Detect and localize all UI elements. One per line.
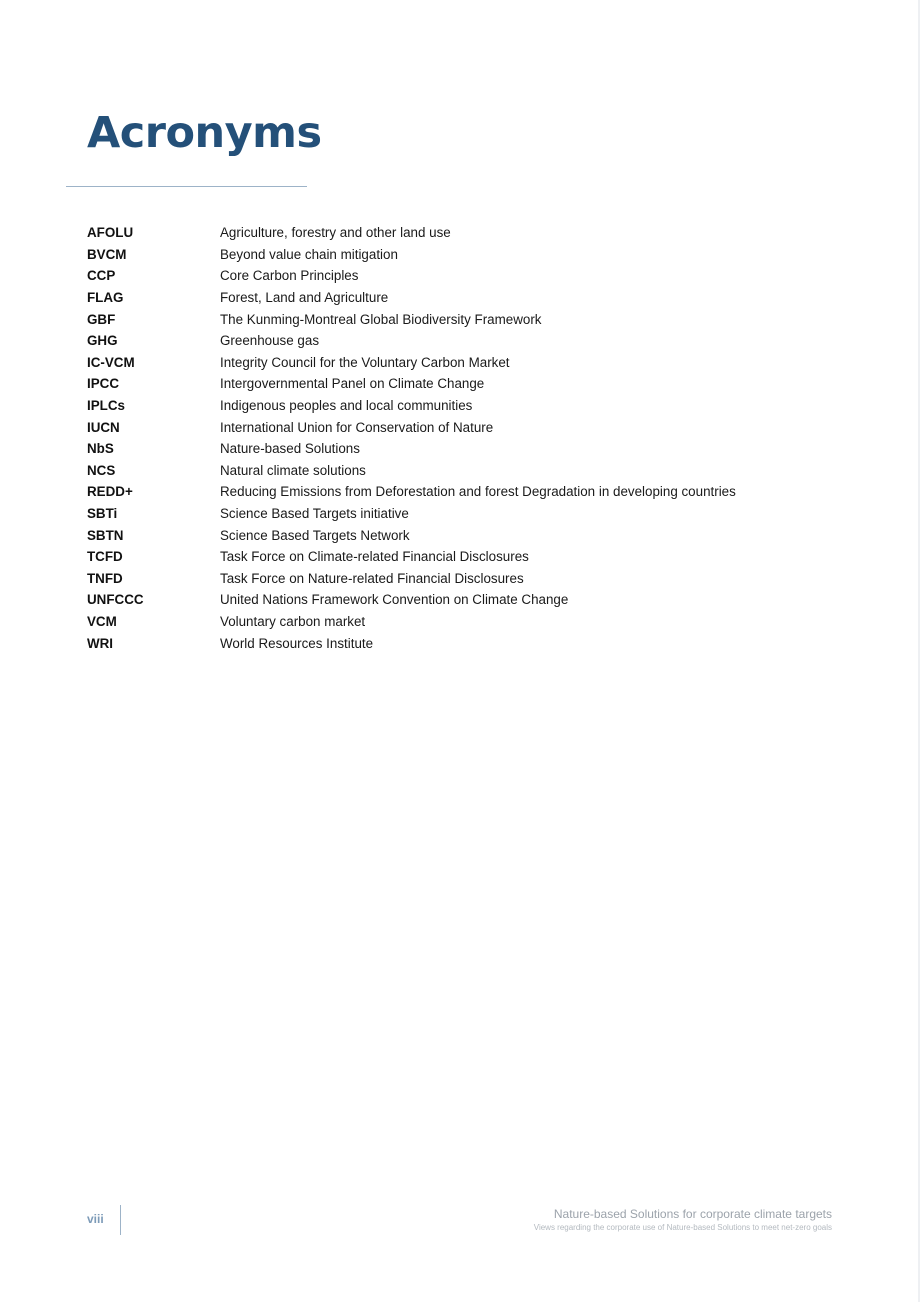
acronym-row-ccp [87, 265, 847, 287]
acronym-abbr: UNFCCC [87, 592, 144, 608]
acronym-abbr: IUCN [87, 419, 120, 435]
acronym-abbr: GBF [87, 311, 116, 327]
acronym-abbr: WRI [87, 635, 114, 651]
acronym-abbr: AFOLU [87, 225, 134, 241]
acronym-definition: Voluntary carbon market [220, 613, 366, 629]
acronym-row-sbtn [87, 524, 847, 546]
acronym-definition: International Union for Conservation of Nature [220, 419, 494, 435]
acronym-row-ncs [87, 460, 847, 482]
acronym-abbr: BVCM [87, 246, 127, 262]
acronym-definition: Task Force on Nature-related Financial Disclosures [220, 570, 524, 586]
acronym-definition: The Kunming-Montreal Global Biodiversity Framework [220, 311, 542, 327]
acronym-abbr: SBTN [87, 527, 124, 543]
acronym-abbr: SBTi [87, 506, 118, 522]
acronym-row-ghg [87, 330, 847, 352]
acronym-row-wri [87, 632, 847, 654]
acronym-abbr: IC-VCM [87, 354, 135, 370]
acronym-definition: Nature-based Solutions [220, 441, 360, 457]
acronym-definition: Natural climate solutions [220, 462, 366, 478]
acronym-definition: World Resources Institute [220, 635, 374, 651]
acronym-row-iucn [87, 416, 847, 438]
acronym-abbr: CCP [87, 268, 116, 284]
acronym-row-gbf [87, 308, 847, 330]
acronym-definition: Intergovernmental Panel on Climate Change [220, 376, 485, 392]
acronym-definition: Science Based Targets initiative [220, 506, 409, 522]
acronym-row-ic-vcm [87, 352, 847, 374]
acronym-definition: Beyond value chain mitigation [220, 246, 398, 262]
acronym-row-sbti [87, 503, 847, 525]
acronym-abbr: VCM [87, 613, 117, 629]
acronym-abbr: IPLCs [87, 398, 125, 414]
acronym-abbr: IPCC [87, 376, 119, 392]
page-title: Acronyms [87, 108, 322, 158]
footer-divider [120, 1205, 121, 1235]
acronym-row-flag [87, 287, 847, 309]
acronym-row-vcm [87, 611, 847, 633]
acronym-definition: Core Carbon Principles [220, 268, 359, 284]
acronym-row-nbs [87, 438, 847, 460]
acronym-definition: Forest, Land and Agriculture [220, 290, 389, 306]
acronym-abbr: GHG [87, 333, 118, 349]
acronym-abbr: FLAG [87, 290, 124, 306]
acronym-definition: Science Based Targets Network [220, 527, 410, 543]
acronym-definition: United Nations Framework Convention on Climate Change [220, 592, 569, 608]
acronym-abbr: TNFD [87, 570, 123, 586]
acronym-definition: Greenhouse gas [220, 333, 320, 349]
acronym-definition: Task Force on Climate-related Financial Disclosures [220, 549, 529, 565]
footer-document-subtitle: Views regarding the corporate use of Nature-based Solutions to meet net-zero goals [533, 1223, 832, 1232]
acronym-row-tcfd [87, 546, 847, 568]
acronym-row-tnfd [87, 568, 847, 590]
title-underline [66, 186, 307, 187]
acronym-abbr: NCS [87, 462, 116, 478]
acronym-row-unfccc [87, 589, 847, 611]
acronym-abbr: TCFD [87, 549, 123, 565]
acronym-row-bvcm [87, 244, 847, 266]
acronym-definition: Agriculture, forestry and other land use [220, 225, 451, 241]
acronym-row-redd-plus [87, 481, 847, 503]
acronym-row-afolu [87, 222, 847, 244]
acronym-list [87, 222, 847, 654]
acronym-definition: Integrity Council for the Voluntary Carbon Market [220, 354, 510, 370]
acronym-abbr: REDD+ [87, 484, 133, 500]
acronym-abbr: NbS [87, 441, 114, 457]
acronym-definition: Reducing Emissions from Deforestation and forest Degradation in developing countries [220, 484, 736, 500]
page-number: viii [87, 1212, 104, 1226]
footer-document-title: Nature-based Solutions for corporate climate targets [553, 1207, 832, 1221]
acronym-row-iplcs [87, 395, 847, 417]
acronym-row-ipcc [87, 373, 847, 395]
acronym-definition: Indigenous peoples and local communities [220, 398, 473, 414]
